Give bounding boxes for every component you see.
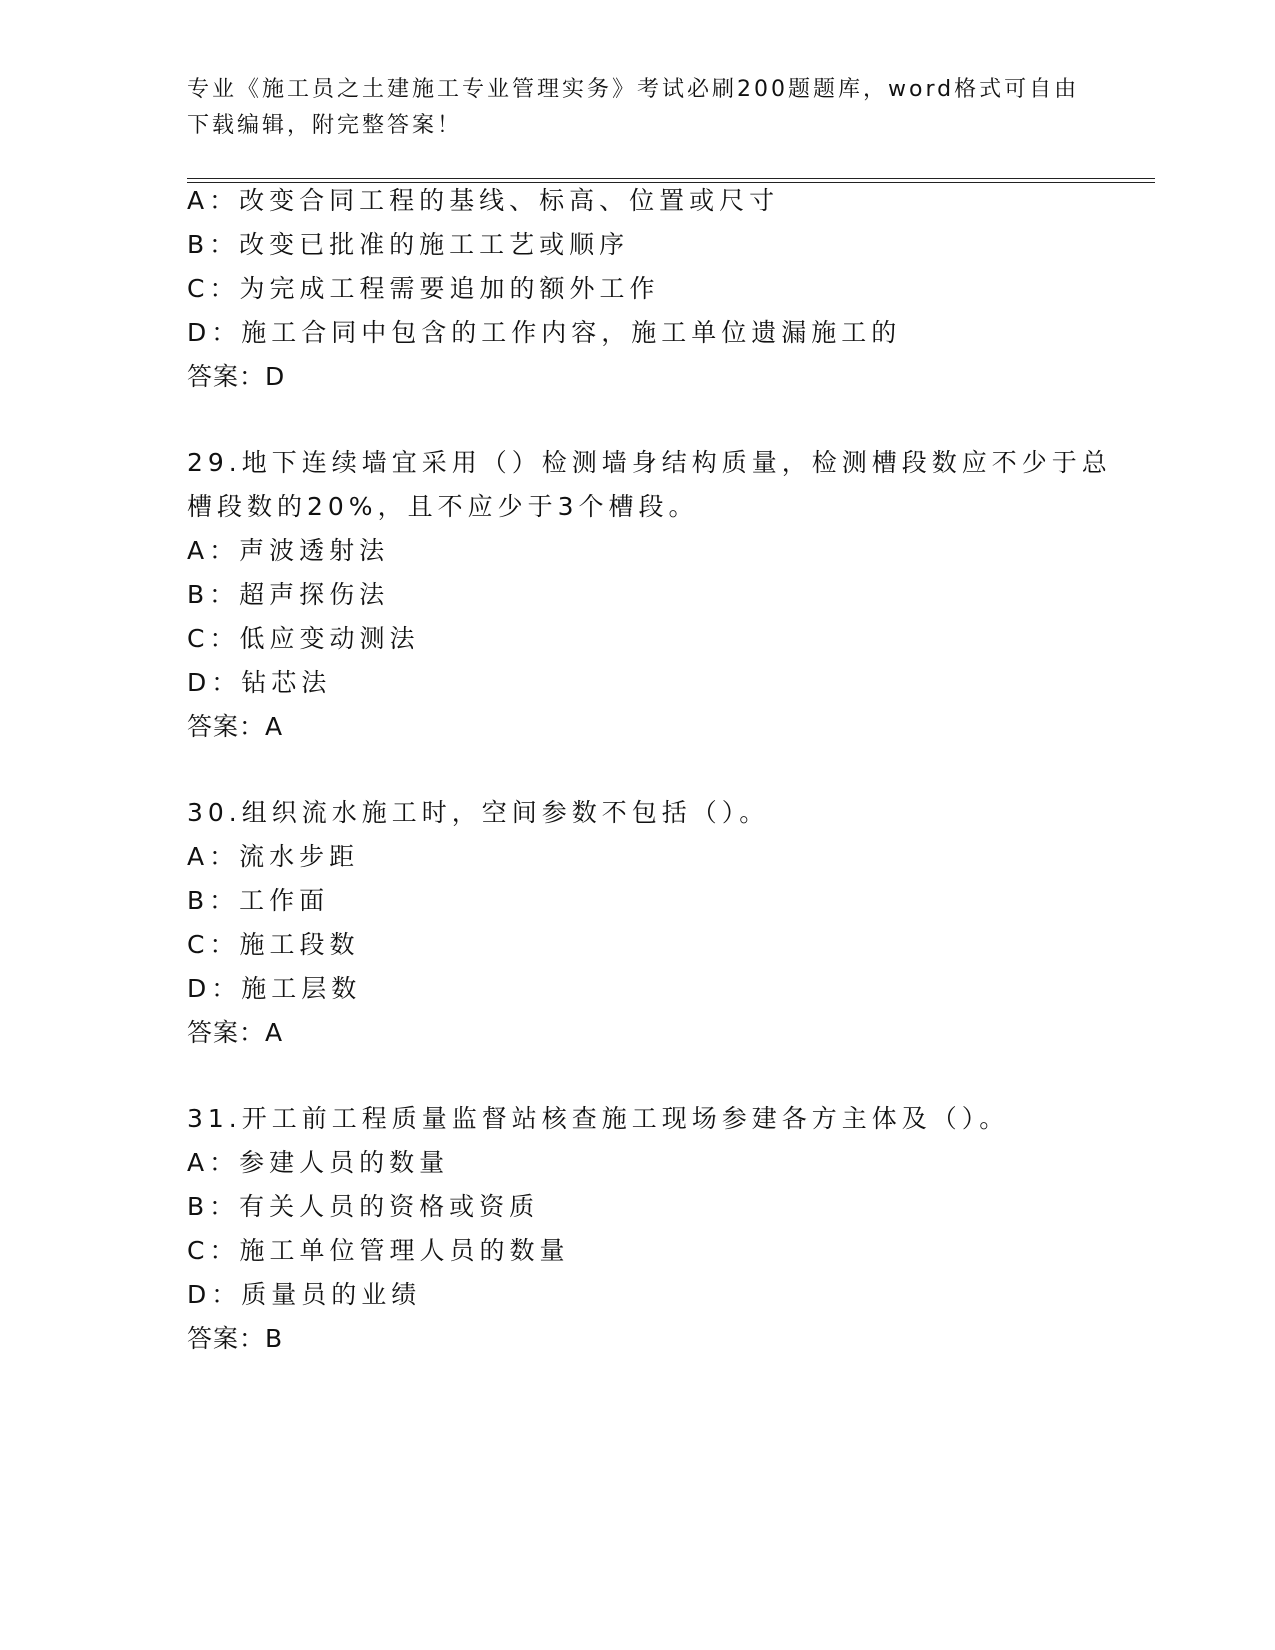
q29-stem-line-1: 29.地下连续墙宜采用（）检测墙身结构质量，检测槽段数应不少于总 <box>187 448 1112 477</box>
q31-option-a: A：参建人员的数量 <box>187 1148 450 1177</box>
q28-option-a: A：改变合同工程的基线、标高、位置或尺寸 <box>187 186 780 215</box>
q30-option-c: C：施工段数 <box>187 930 360 959</box>
q29-option-d: D：钻芯法 <box>187 668 332 697</box>
q31-answer: 答案：B <box>187 1324 284 1353</box>
q28-option-c: C：为完成工程需要追加的额外工作 <box>187 274 660 303</box>
q30-stem-line-1: 30.组织流水施工时，空间参数不包括（）。 <box>187 798 770 827</box>
q31-option-d: D：质量员的业绩 <box>187 1280 422 1309</box>
q31-stem-line-1: 31.开工前工程质量监督站核查施工现场参建各方主体及（）。 <box>187 1104 1010 1133</box>
q30-option-b: B：工作面 <box>187 886 330 915</box>
document-header <box>187 72 1087 144</box>
q29-option-c: C：低应变动测法 <box>187 624 420 653</box>
q30-option-d: D：施工层数 <box>187 974 362 1003</box>
q28-option-d: D：施工合同中包含的工作内容，施工单位遗漏施工的 <box>187 318 902 347</box>
q31-option-c: C：施工单位管理人员的数量 <box>187 1236 570 1265</box>
q29-option-b: B：超声探伤法 <box>187 580 390 609</box>
q29-stem-line-2: 槽段数的20%，且不应少于3个槽段。 <box>187 492 699 521</box>
q30-option-a: A：流水步距 <box>187 842 360 871</box>
q29-answer: 答案：A <box>187 712 284 741</box>
q31-option-b: B：有关人员的资格或资质 <box>187 1192 540 1221</box>
header-line-2: 下载编辑，附完整答案！ <box>187 113 463 138</box>
header-line-1: 专业《施工员之土建施工专业管理实务》考试必刷200题题库，word格式可自由 <box>187 77 1080 102</box>
q30-answer: 答案：A <box>187 1018 284 1047</box>
q28-answer: 答案：D <box>187 362 286 391</box>
q28-option-b: B：改变已批准的施工工艺或顺序 <box>187 230 630 259</box>
header-divider <box>187 178 1155 183</box>
q29-option-a: A：声波透射法 <box>187 536 390 565</box>
